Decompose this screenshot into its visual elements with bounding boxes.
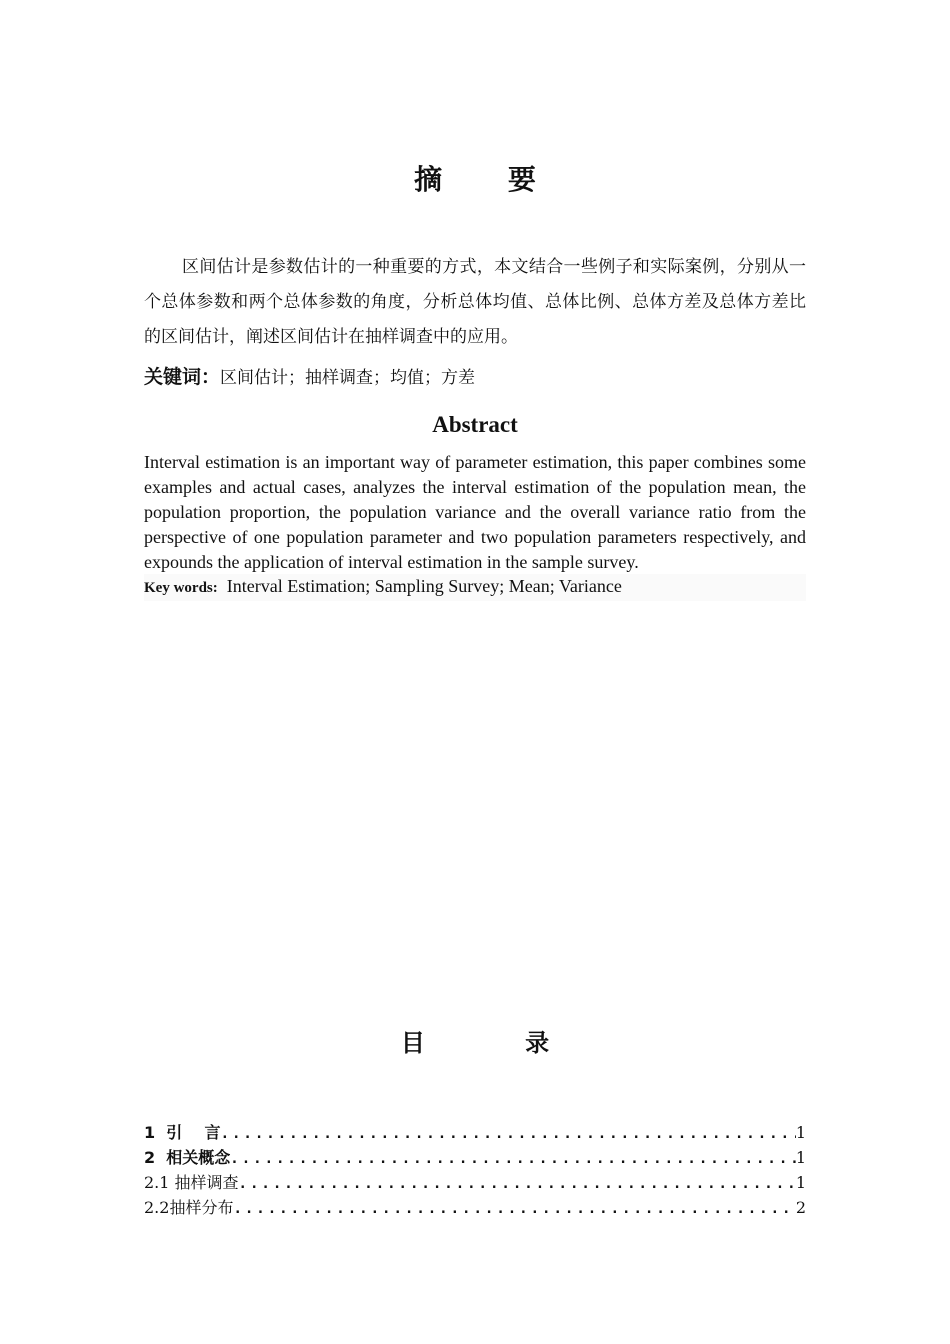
toc-entry-label: 2.1 抽样调查: [144, 1173, 239, 1192]
toc-leader-dots: [239, 1172, 796, 1197]
toc-entry-introduction[interactable]: [144, 1120, 806, 1145]
keywords-value-en: Interval Estimation; Sampling Survey; Mean; Variance: [226, 576, 622, 596]
abstract-title-cn: 摘 要: [414, 163, 564, 196]
keywords-label-en: Key words:: [144, 580, 218, 596]
toc-entry-related-concepts[interactable]: [144, 1145, 806, 1170]
toc-entry-label: 2.2抽样分布: [144, 1198, 234, 1217]
toc-entry-sampling-distribution[interactable]: [144, 1195, 806, 1220]
toc-leader-dots: [230, 1147, 796, 1172]
toc-entry-label: 2 相关概念: [144, 1148, 231, 1167]
keywords-value-cn: 区间估计；抽样调查；均值；方差: [220, 368, 476, 388]
abstract-body-en: Interval estimation is an important way of parameter estimation, this paper combines some examples and actual cases, analyzes the interval estimation of the population mean, the population proportion, the population variance and the overall variance ratio from the perspective of one population parameter and two population parameters respectively, and expounds the application of interval estimation in the sample survey.: [144, 452, 806, 572]
toc-entry-label: 1 引 言: [144, 1123, 221, 1142]
toc-leader-dots: [221, 1122, 796, 1147]
keywords-en: [144, 574, 806, 601]
toc-leader-dots: [233, 1197, 795, 1222]
abstract-title-en: Abstract: [432, 412, 518, 437]
toc-entry-sampling-survey[interactable]: [144, 1170, 806, 1195]
toc-entry-page: 1: [795, 1148, 806, 1167]
table-of-contents: [144, 1120, 806, 1220]
toc-entry-page: 1: [795, 1173, 806, 1192]
toc-title: 目 录: [400, 1029, 596, 1057]
keywords-label-cn: 关键词：: [144, 366, 221, 388]
abstract-body-cn: 区间估计是参数估计的一种重要的方式，本文结合一些例子和实际案例，分别从一个总体参数和两个总体参数的角度，分析总体均值、总体比例、总体方差及总体方差比的区间估计，阐述区间估计在抽样调查中的应用。: [144, 257, 806, 347]
keywords-cn: [144, 360, 806, 395]
toc-entry-page: 1: [795, 1123, 806, 1142]
toc-entry-page: 2: [795, 1198, 806, 1217]
